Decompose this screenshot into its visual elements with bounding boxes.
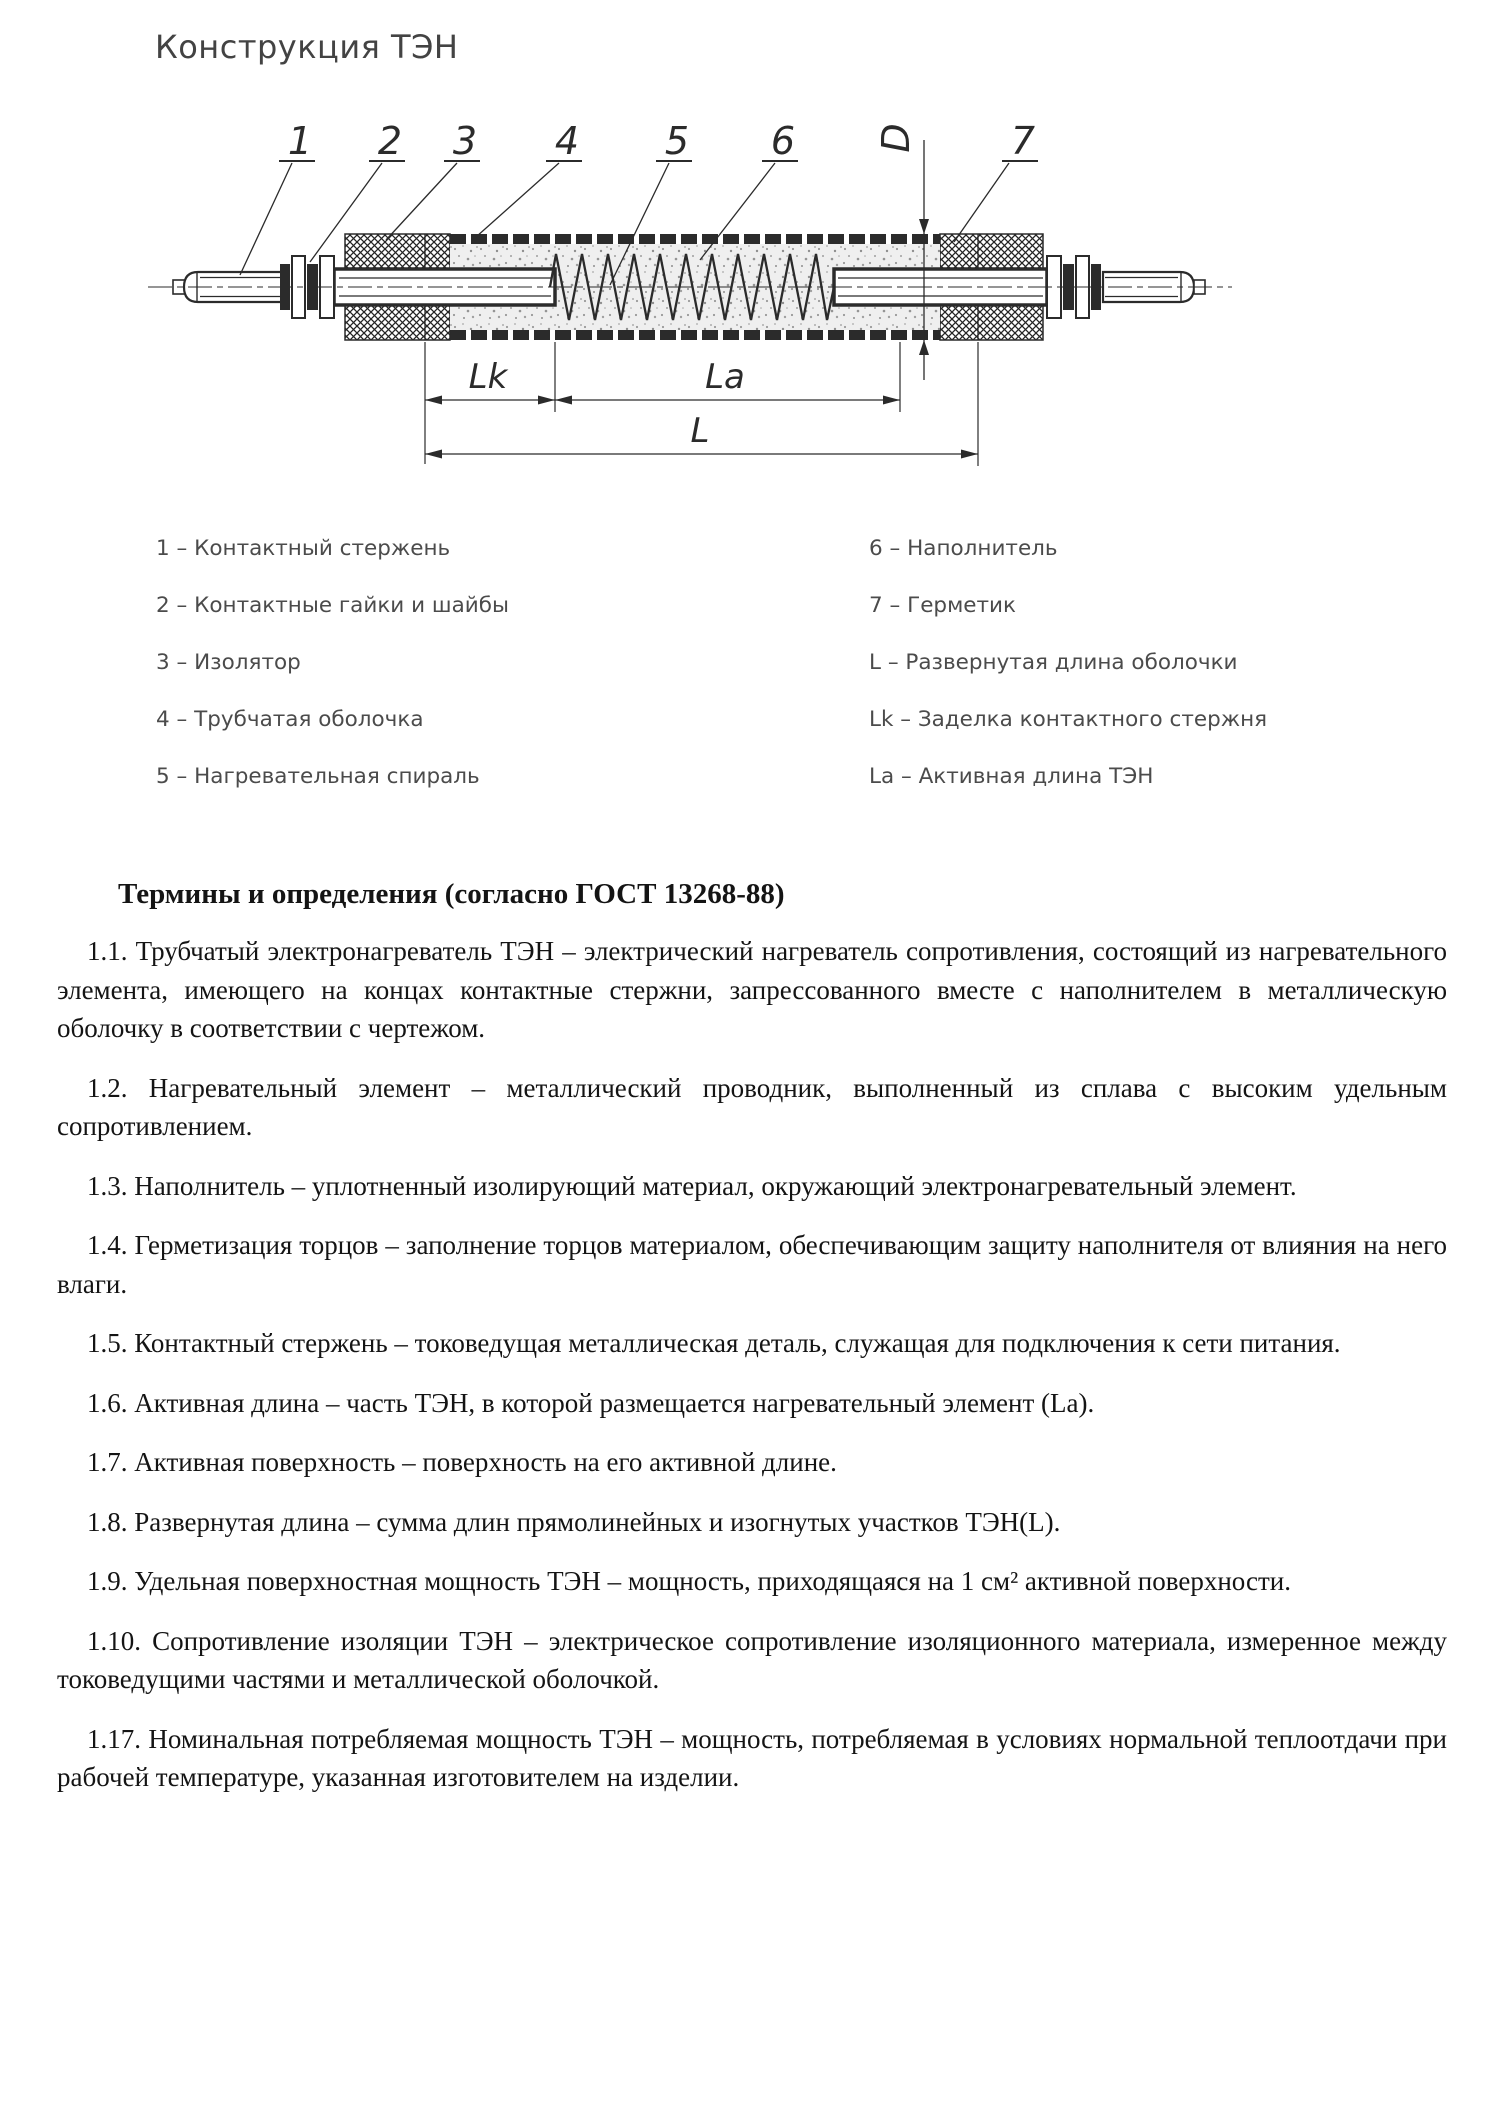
legend-item: 3 – Изолятор [156, 650, 301, 675]
legend-item: 4 – Трубчатая оболочка [156, 707, 424, 732]
page-title: Конструкция ТЭН [155, 28, 459, 66]
dimension-l-label: L [690, 411, 710, 451]
term-paragraph: 1.5. Контактный стержень – токоведущая металлическая деталь, служащая для подключения к сети питания. [87, 1328, 1341, 1358]
terms-heading: Термины и определения (согласно ГОСТ 13268-88) [118, 878, 785, 910]
term-paragraph: 1.4. Герметизация торцов – заполнение торцов материалом, обеспечивающим защиту наполнителя от влияния на него влаги. [57, 1230, 1447, 1299]
part-label-6: 6 [770, 119, 796, 163]
dimension-lines [425, 342, 978, 466]
legend-item: 1 – Контактный стержень [156, 536, 451, 561]
term-paragraph: 1.8. Развернутая длина – сумма длин прямолинейных и изогнутых участков ТЭН(L). [87, 1506, 1061, 1537]
term-paragraph: 1.3. Наполнитель – уплотненный изолирующий материал, окружающий электронагревательный элемент. [87, 1170, 1297, 1201]
legend-item: 5 – Нагревательная спираль [156, 764, 480, 789]
part-label-4: 4 [554, 119, 580, 163]
part-label-3: 3 [452, 119, 478, 163]
term-paragraph: 1.17. Номинальная потребляемая мощность ТЭН – мощность, потребляемая в условиях нормальной теплоотдачи при рабочей температуре, указанная изготовителем на изделии. [57, 1723, 1447, 1792]
term-paragraph: 1.1. Трубчатый электронагреватель ТЭН – электрический нагреватель сопротивления, состоящий из нагревательного элемента, имеющего на концах контактные стержни, запрессованного вместе с наполнителем в металлическую оболочку в соответствии с чертежом. [57, 936, 1447, 1043]
terms-section [0, 878, 1493, 1797]
legend-column-right [869, 536, 1267, 821]
term-paragraph: 1.2. Нагревательный элемент – металлический проводник, выполненный из сплава с высоким удельным сопротивлением. [57, 1072, 1447, 1141]
ten-construction-diagram [140, 88, 1240, 470]
terms-paragraphs [57, 932, 1447, 1797]
dimension-lk-label: Lk [468, 357, 508, 397]
part-label-2: 2 [377, 119, 403, 163]
ten-diagram-svg [140, 88, 1240, 470]
legend-item: Lk – Заделка контактного стержня [869, 707, 1268, 732]
legend-item: 6 – Наполнитель [869, 536, 1058, 561]
legend-column-left [156, 536, 869, 821]
term-paragraph: 1.9. Удельная поверхностная мощность ТЭН – мощность, приходящаяся на 1 см² активной поверхности. [87, 1566, 1291, 1596]
term-paragraph: 1.6. Активная длина – часть ТЭН, в которой размещается нагревательный элемент (La). [87, 1387, 1095, 1418]
diagram-legend [156, 536, 1267, 821]
term-paragraph: 1.10. Сопротивление изоляции ТЭН – электрическое сопротивление изоляционного материала, измеренное между токоведущими частями и металлической оболочкой. [57, 1625, 1447, 1694]
dimension-la-label: La [705, 357, 745, 397]
part-label-7: 7 [1010, 119, 1036, 163]
part-label-5: 5 [664, 119, 690, 163]
legend-item: L – Развернутая длина оболочки [869, 650, 1238, 675]
term-paragraph: 1.7. Активная поверхность – поверхность на его активной длине. [87, 1447, 837, 1477]
legend-item: 7 – Герметик [869, 593, 1017, 618]
part-label-1: 1 [287, 119, 313, 163]
legend-item: 2 – Контактные гайки и шайбы [156, 593, 509, 618]
legend-item: La – Активная длина ТЭН [869, 764, 1154, 789]
dimension-d-label: D [874, 123, 918, 153]
